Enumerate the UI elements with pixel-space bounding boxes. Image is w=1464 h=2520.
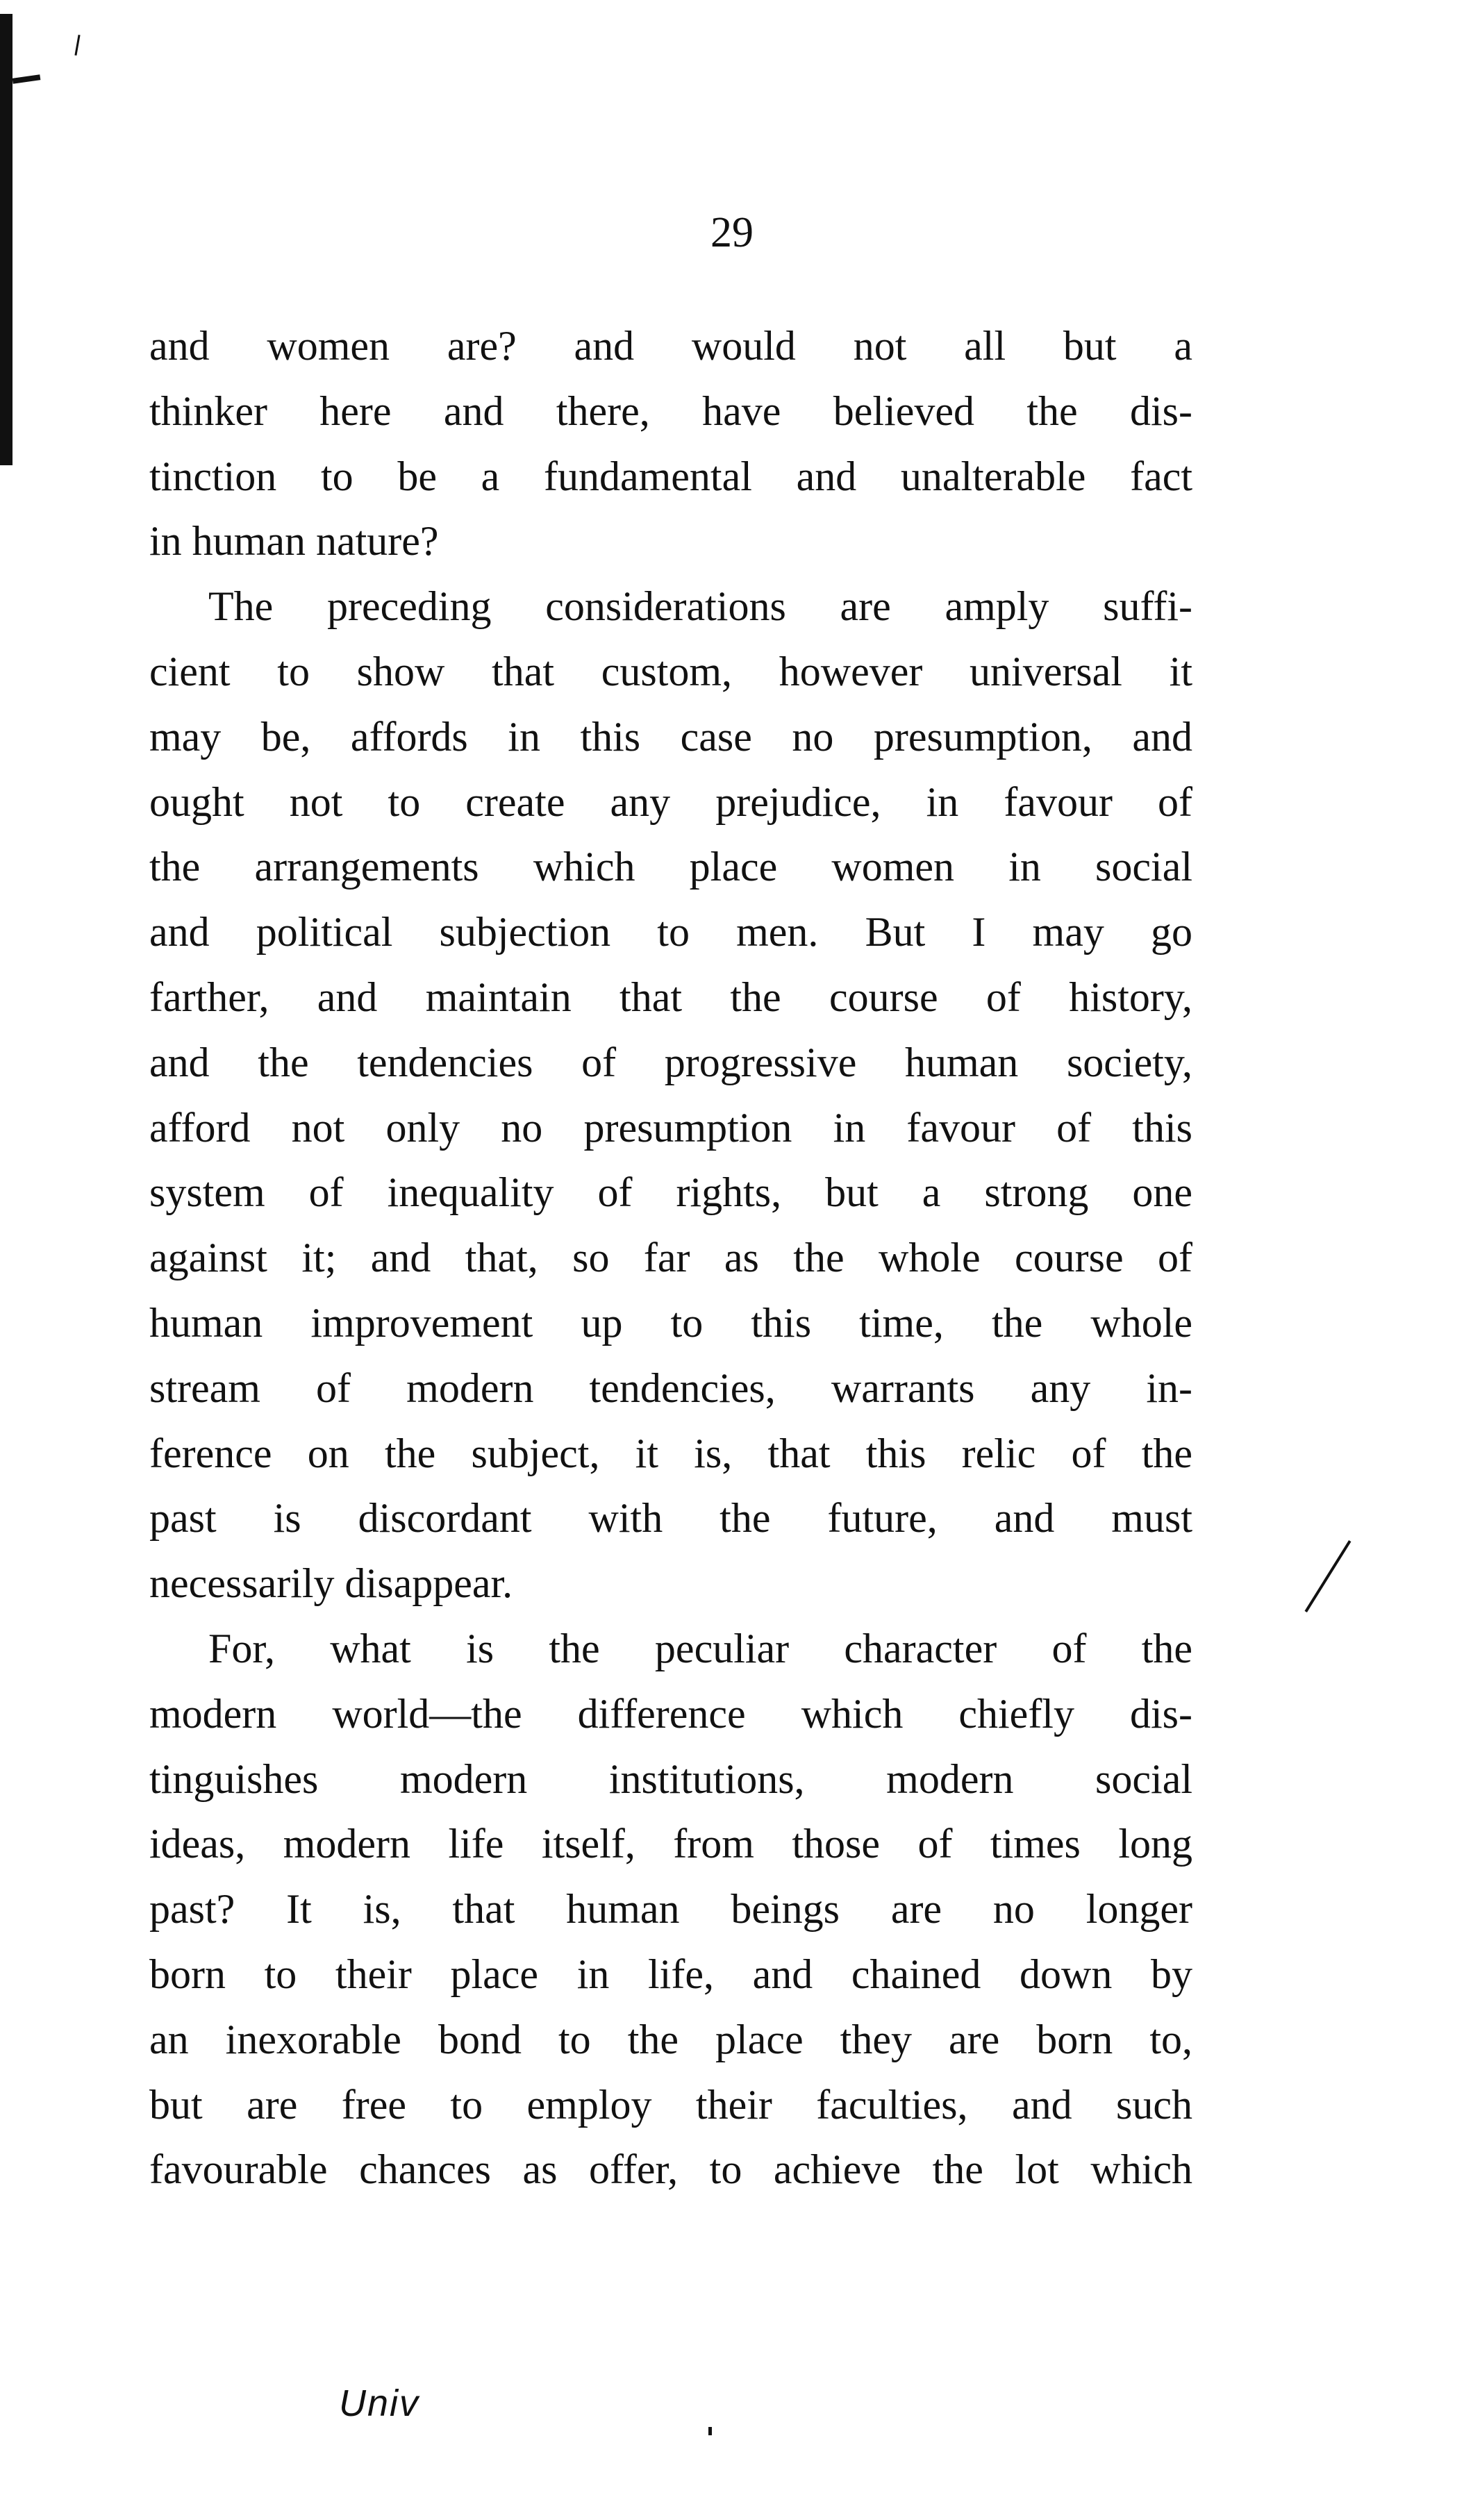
margin-speck: [708, 2427, 712, 2435]
library-stamp: Univ: [339, 2383, 420, 2424]
text-line: thinker here and there, have believed the dis-: [149, 387, 1192, 434]
text-line: necessarily disappear.: [149, 1560, 513, 1607]
binding-edge-tick: [13, 74, 41, 83]
text-line: cient to show that custom, however universal it: [149, 648, 1192, 694]
text-line: tinction to be a fundamental and unalterable fact: [149, 453, 1192, 499]
text-line: and women are? and would not all but a: [149, 323, 1192, 369]
text-line: ference on the subject, it is, that this relic of the: [149, 1430, 1192, 1476]
text-line: and political subjection to men. But I may go: [149, 909, 1192, 956]
text-line: tinguishes modern institutions, modern social: [149, 1755, 1192, 1802]
text-line: in human nature?: [149, 518, 439, 565]
text-line: afford not only no presumption in favour of this: [149, 1104, 1192, 1151]
text-line: past is discordant with the future, and must: [149, 1495, 1192, 1542]
text-line: The preceding considerations are amply suffi-: [208, 583, 1192, 630]
text-line: born to their place in life, and chained down by: [149, 1951, 1192, 1997]
margin-speck: [74, 35, 80, 56]
text-line: system of inequality of rights, but a strong one: [149, 1169, 1192, 1216]
text-line: stream of modern tendencies, warrants any in-: [149, 1365, 1192, 1411]
text-line: but are free to employ their faculties, and such: [149, 2081, 1192, 2128]
text-line: an inexorable bond to the place they are born to,: [149, 2016, 1192, 2062]
text-line: against it; and that, so far as the whole course of: [149, 1235, 1192, 1281]
text-line: ideas, modern life itself, from those of times long: [149, 1821, 1192, 1867]
text-line: For, what is the peculiar character of the: [208, 1625, 1192, 1671]
text-line: the arrangements which place women in social: [149, 844, 1192, 890]
margin-pencil-stroke: [1305, 1540, 1351, 1612]
text-line: human improvement up to this time, the whole: [149, 1299, 1192, 1346]
page-number: 29: [710, 209, 754, 256]
body-text: [149, 314, 1192, 2203]
text-line: favourable chances as offer, to achieve the lot which: [149, 2146, 1192, 2193]
text-line: modern world—the difference which chiefly dis-: [149, 1690, 1192, 1737]
text-line: and the tendencies of progressive human society,: [149, 1039, 1192, 1085]
text-line: past? It is, that human beings are no longer: [149, 1886, 1192, 1933]
text-line: farther, and maintain that the course of history,: [149, 974, 1192, 1020]
text-line: ought not to create any prejudice, in favour of: [149, 778, 1192, 825]
text-line: may be, affords in this case no presumption, and: [149, 713, 1192, 760]
